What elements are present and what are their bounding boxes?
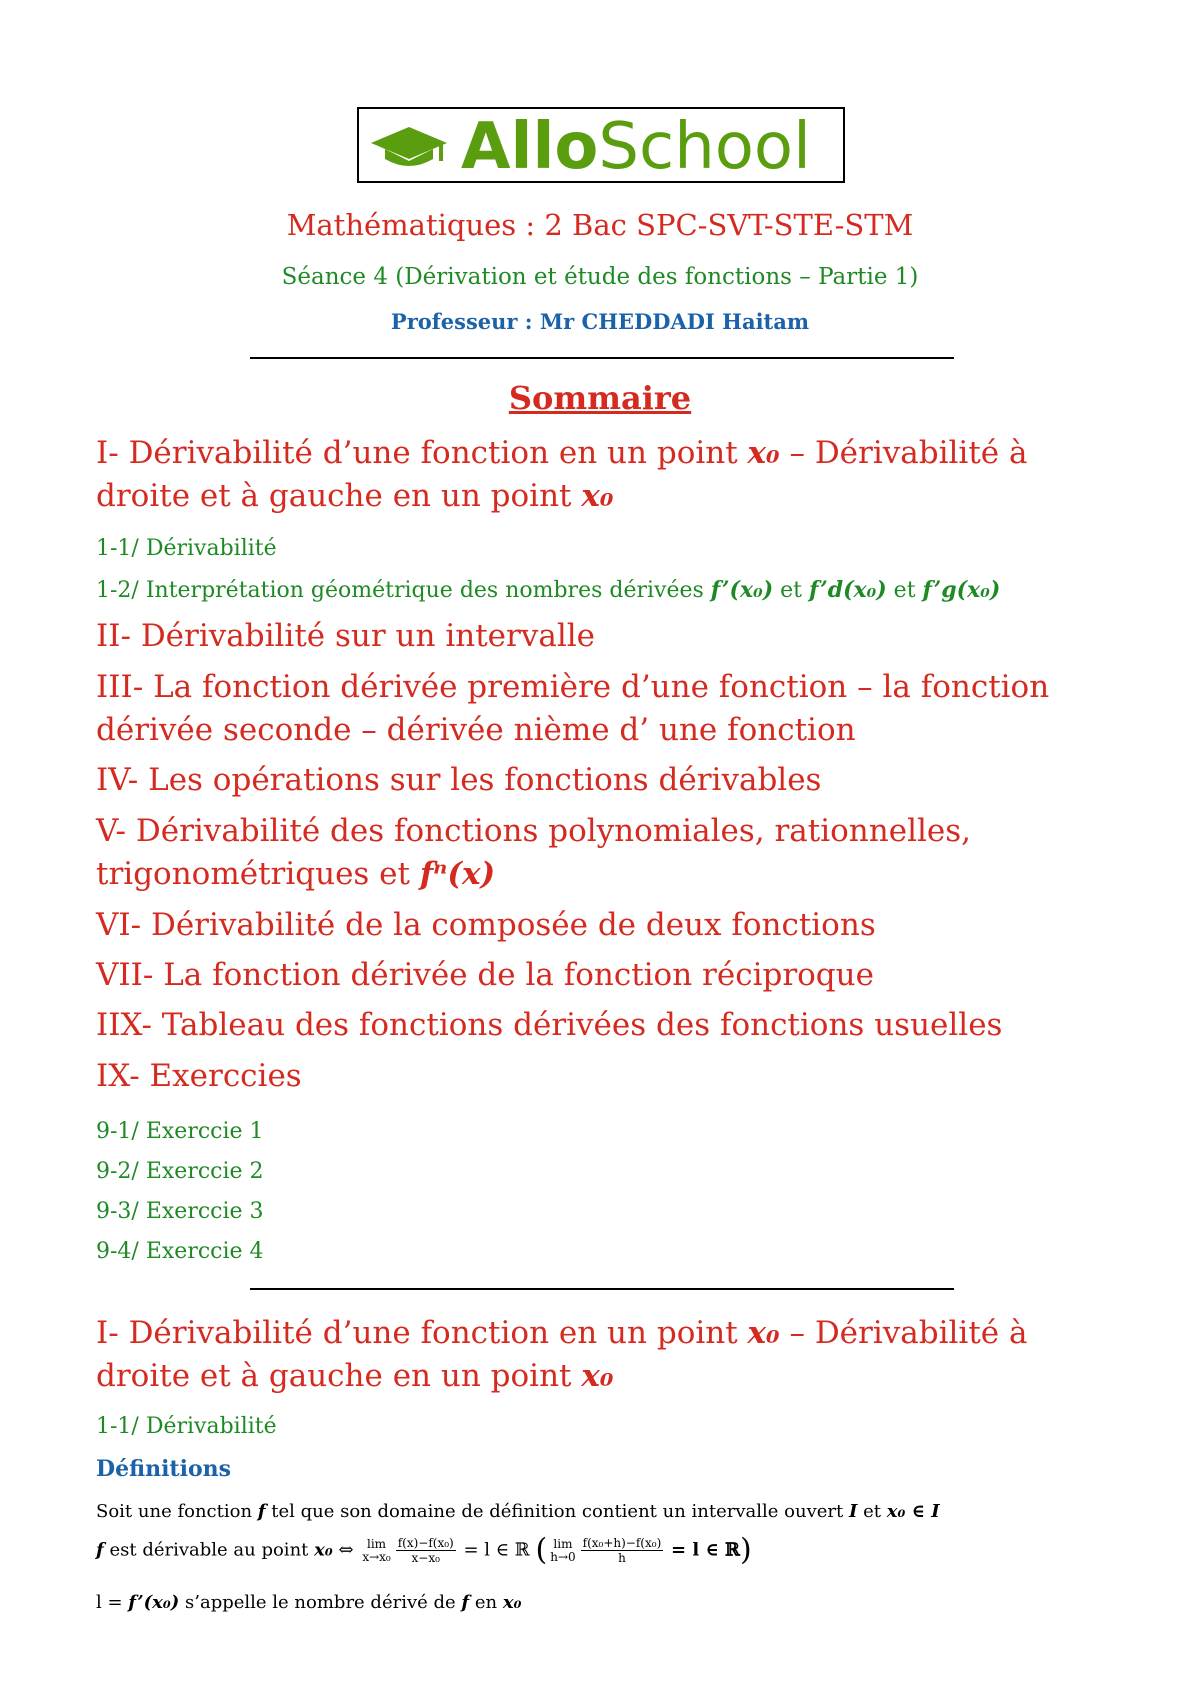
math-x0: x₀ [747, 435, 780, 471]
sommaire-item-1 [96, 432, 1116, 518]
text: en [469, 1592, 503, 1613]
definitions-title: Définitions [96, 1456, 231, 1482]
sommaire-item-1-text-a: I- Dérivabilité d’une fonction en un point [96, 435, 748, 471]
sommaire-item-7: VII- La fonction dérivée de la fonction réciproque [96, 957, 874, 993]
limit-h [550, 1538, 575, 1564]
graduation-cap-icon [369, 125, 449, 169]
math-I: I [848, 1501, 858, 1522]
section-title-text-a: I- Dérivabilité d’une fonction en un point [96, 1315, 748, 1351]
seance-title: Séance 4 (Dérivation et étude des fonctions – Partie 1) [281, 264, 919, 290]
equals-l-in-R: = l ∈ ℝ [463, 1539, 530, 1561]
lim-label: lim [366, 1536, 387, 1551]
subsection-title: 1-1/ Dérivabilité [96, 1414, 277, 1439]
text: tel que son domaine de définition contient un intervalle ouvert [265, 1501, 849, 1522]
sommaire-item-5-text: V- Dérivabilité des fonctions polynomiales, rationnelles, trigonométriques et [96, 813, 972, 892]
math-x0: x₀ [314, 1539, 333, 1561]
subject-title: Mathématiques : 2 Bac SPC-SVT-STE-STM [286, 208, 914, 242]
logo-text-bold: Allo [461, 110, 599, 184]
math-x0: x₀ [581, 1358, 614, 1394]
text: s’appelle le nombre dérivé de [179, 1592, 462, 1613]
sommaire-item-1-2-text: 1-2/ Interprétation géométrique des nombres dérivées [96, 578, 711, 603]
fraction-numerator: f(x₀+h)−f(x₀) [582, 1536, 662, 1550]
math-fprime-d-x0: f’d(x₀) [808, 577, 887, 603]
sommaire-item-9-4: 9-4/ Exerccie 4 [96, 1239, 264, 1264]
sommaire-item-9-1: 9-1/ Exerccie 1 [96, 1119, 264, 1144]
professor-name: Professeur : Mr CHEDDADI Haitam [390, 309, 810, 334]
math-x0: x₀ [747, 1315, 780, 1351]
sommaire-item-1-2 [96, 577, 1000, 603]
sommaire-item-5 [96, 810, 1116, 896]
sommaire-title: Sommaire [508, 379, 692, 417]
logo-text-regular: School [598, 110, 811, 184]
fraction-denominator: h [618, 1551, 626, 1565]
text: et [857, 1501, 887, 1522]
math-f: f [461, 1592, 470, 1613]
fraction-1 [396, 1536, 456, 1565]
sommaire-item-9: IX- Exerccies [96, 1058, 302, 1094]
text: est dérivable au point [103, 1539, 315, 1561]
sommaire-item-3: III- La fonction dérivée première d’une fonction – la fonction dérivée seconde – dérivée nième d’ une fonction [96, 669, 1050, 748]
math-x0: x₀ [581, 478, 614, 514]
section-title [96, 1312, 1116, 1398]
fraction-denominator: x−x₀ [411, 1551, 440, 1565]
equals-l-in-R: = l ∈ ℝ [670, 1539, 740, 1561]
sommaire-item-2: II- Dérivabilité sur un intervalle [96, 618, 595, 654]
open-paren: ( [535, 1532, 548, 1568]
math-x0-in-I: x₀ ∈ I [886, 1501, 940, 1522]
limit-x [362, 1538, 390, 1564]
sommaire-item-1-text-b: – Dérivabilité à droite et à gauche en un point [96, 435, 1028, 514]
math-fprime-x0: f’(x₀) [710, 577, 774, 603]
sommaire-item-1-1: 1-1/ Dérivabilité [96, 536, 277, 561]
sommaire-item-9-3: 9-3/ Exerccie 3 [96, 1199, 264, 1224]
lim-label: lim [553, 1536, 573, 1551]
math-fprime-x0: f’(x₀) [128, 1592, 180, 1613]
logo-text [461, 109, 811, 185]
lim-subscript: x→x₀ [362, 1549, 391, 1564]
sommaire-item-8: IIX- Tableau des fonctions dérivées des fonctions usuelles [96, 1007, 1003, 1043]
definition-line-2 [96, 1532, 752, 1568]
math-x0: x₀ [502, 1592, 522, 1613]
divider [250, 1288, 954, 1290]
section-title-text-b: – Dérivabilité à droite et à gauche en un point [96, 1315, 1028, 1394]
math-fn-x: fⁿ(x) [419, 856, 496, 892]
equivalence-symbol: ⇔ [338, 1539, 354, 1561]
sommaire-item-6: VI- Dérivabilité de la composée de deux fonctions [96, 907, 876, 943]
sommaire-item-1-2-sep: et [886, 578, 923, 603]
definition-line-1 [96, 1501, 940, 1522]
alloschool-logo [357, 107, 845, 183]
close-paren: ) [740, 1532, 752, 1568]
text: Soit une fonction [96, 1501, 258, 1522]
sommaire-item-1-2-sep: et [773, 578, 809, 603]
text: l = [96, 1592, 129, 1613]
math-f: f [257, 1501, 266, 1522]
fraction-2 [581, 1536, 664, 1565]
divider [250, 357, 954, 359]
fraction-numerator: f(x)−f(x₀) [397, 1536, 454, 1550]
sommaire-item-4: IV- Les opérations sur les fonctions dérivables [96, 762, 822, 798]
math-f: f [96, 1539, 104, 1561]
math-fprime-g-x0: f’g(x₀) [922, 577, 1001, 603]
definition-line-3 [96, 1592, 521, 1613]
lim-subscript: h→0 [550, 1549, 576, 1564]
sommaire-item-9-2: 9-2/ Exerccie 2 [96, 1159, 264, 1184]
